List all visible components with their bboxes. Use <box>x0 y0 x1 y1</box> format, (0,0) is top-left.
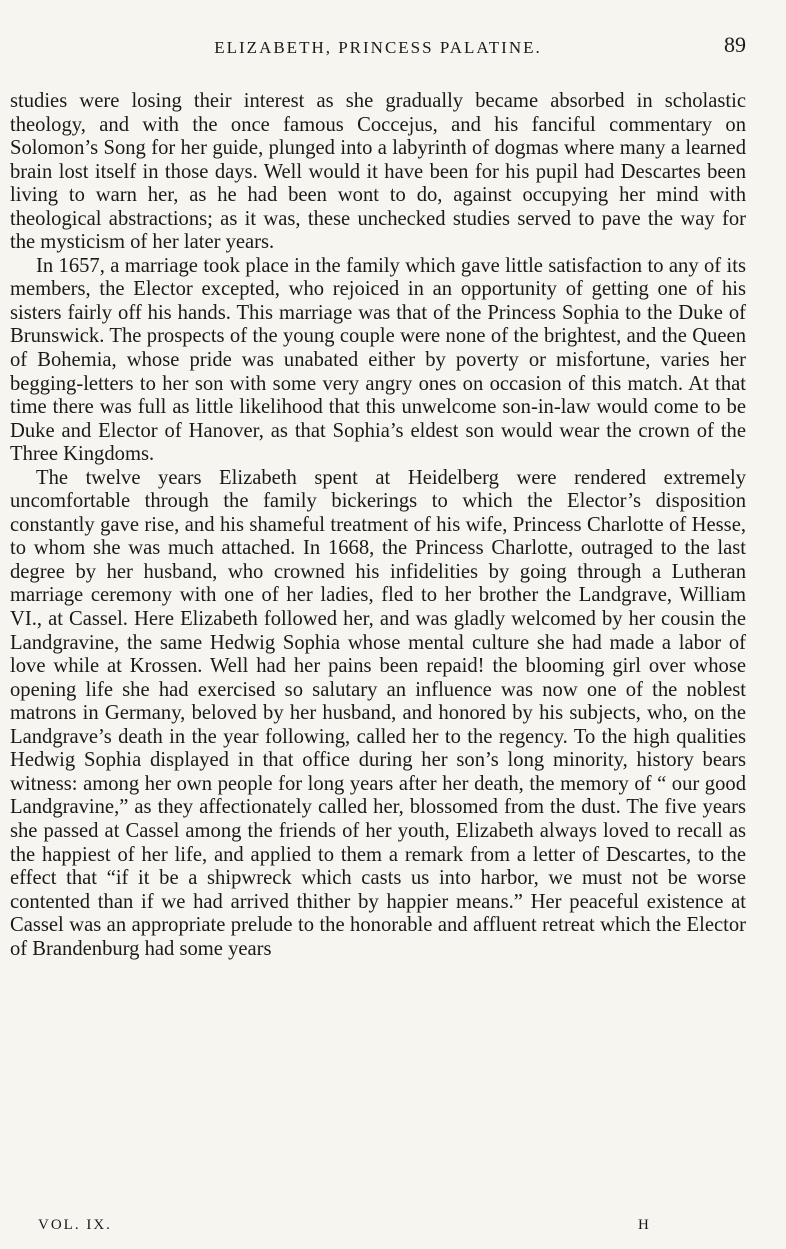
volume-label: VOL. IX. <box>38 1217 112 1233</box>
paragraph-heidelberg: The twelve years Elizabeth spent at Heidelberg were rendered extremely uncomfortable through the family bickerings to which the Elector’s disposition constantly gave rise, and his shameful treatment of his wife, Princess Charlotte of Hesse, to whom she was much attached. In 1668, the Princess Charlotte, outraged to the last degree by her husband, who crowned his infidelities by going through a Lutheran marriage ceremony with one of her ladies, fled to her brother the Landgrave, William VI., at Cassel. Here Elizabeth followed her, and was gladly welcomed by her cousin the Landgravine, the same Hedwig Sophia whose mental culture she had made a labor of love while at Krossen. Well had her pains been repaid! the blooming girl over whose opening life she had exercised so salutary an influence was now one of the noblest matrons in Germany, beloved by her husband, and honored by his subjects, who, on the Landgrave’s death in the year following, called her to the regency. To the high qualities Hedwig Sophia displayed in that office during her son’s long minority, history bears witness: among her own people for long years after her death, the memory of “ our good Landgravine,” as they affectionately called her, blossomed from the dust. The five years she passed at Cassel among the friends of her youth, Elizabeth always loved to recall as the happiest of her life, and applied to them a remark from a letter of Descartes, to the effect that “if it be a shipwreck which casts us into harbor, we must not be worse contented than if we had arrived thither by happier means.” Her peaceful existence at Cassel was an appropriate prelude to the honorable and affluent retreat which the Elector of Brandenburg had some years <box>10 466 746 960</box>
page-number: 89 <box>724 32 746 57</box>
paragraph-continued: studies were losing their interest as she gradually became absorbed in scholastic theology, and with the once famous Coccejus, and his fanciful commentary on Solomon’s Song for her guide, plunged into a labyrinth of dogmas where many a learned brain lost itself in those days. Well would it have been for his pupil had Descartes been living to warn her, as he had been wont to do, against occupying her mind with theological abstractions; as it was, these unchecked studies served to pave the way for the mysticism of her later years. <box>10 90 746 254</box>
paragraph-marriage: In 1657, a marriage took place in the family which gave little satisfaction to any of its members, the Elector excepted, who rejoiced in an opportunity of getting one of his sisters fairly off his hands. This marriage was that of the Princess Sophia to the Duke of Brunswick. The prospects of the young couple were none of the brightest, and the Queen of Bohemia, whose pride was unabated either by poverty or misfortune, varies her begging-letters to her son with some very angry ones on occasion of this match. At that time there was full as little likelihood that this unwelcome son-in-law would come to be Duke and Elector of Hanover, as that Sophia’s eldest son would wear the crown of the Three Kingdoms. <box>10 254 746 466</box>
signature-mark: H <box>638 1217 651 1233</box>
page-footer <box>28 1217 746 1241</box>
running-title: ELIZABETH, PRINCESS PALATINE. <box>214 38 542 57</box>
body-text <box>10 90 746 961</box>
page-header <box>10 28 746 68</box>
